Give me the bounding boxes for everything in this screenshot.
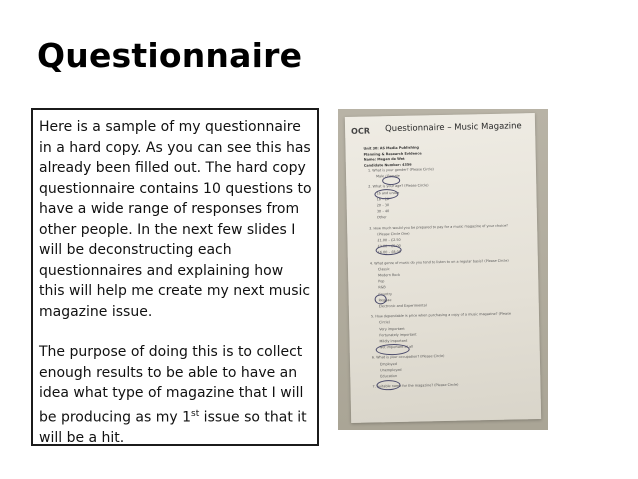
questionnaire-line: Pop [378,279,385,284]
questionnaire-line: 1. What is your gender? (Please Circle) [367,167,434,173]
questionnaire-line: Country [378,291,393,296]
questionnaire-line: £3.00 – £5.00 [377,244,401,249]
questionnaire-line: 7. Suitable name for the magazine? (Please Circle) [372,382,459,389]
questionnaire-line: 16 – 20 [376,196,390,202]
paragraph-purpose-text: The purpose of doing this is to collect enough results to be able to have an idea what type of magazine that I will be producing as my 1 [39,344,304,426]
questionnaire-line: 3. How much would you be prepared to pay for a music magazine of your choice? [369,223,508,231]
ocr-logo: OCR [351,126,371,136]
questionnaire-line: £1.00 – £2.50 [377,237,401,243]
questionnaire-line: Classic [377,266,390,272]
questionnaire-line: Male / Female [376,174,400,179]
questionnaire-photo [338,109,548,430]
questionnaire-line: Name: Megan de Wet [363,156,405,162]
questionnaire-line: 20 – 30 [376,203,390,208]
questionnaire-line: Reggae [378,297,392,303]
questionnaire-line: 30 – 40 [376,209,390,214]
questionnaire-line: Mildly important [379,338,408,344]
questionnaire-line: (Please Circle One) [377,231,410,237]
slide-title: Questionnaire [37,36,303,75]
answer-circle [376,380,400,391]
questionnaire-line: Very important [379,326,405,331]
paper-title: Questionnaire – Music Magazine [384,121,522,135]
questionnaire-line: 4. What genre of music do you tend to listen to on a regular basis? (Please Circle) [369,258,509,266]
questionnaire-line: Fortunately important [379,332,417,338]
questionnaire-line: Employed [379,361,397,366]
questionnaire-line: Unit 30: AS Media Publishing [363,145,419,151]
questionnaire-line: Modern Rock [378,272,401,278]
questionnaire-line: Education [380,373,398,379]
answer-circle [375,294,387,304]
answer-circle [376,344,410,356]
questionnaire-line: R&B [378,285,386,290]
questionnaire-paper [345,113,541,423]
questionnaire-line: Unemployed [380,367,402,373]
paragraph-intro: Here is a sample of my questionnaire in a hard copy. As you can see this has already been filled out. The hard copy questionnaire contains 10 questions to have a wide range of responses from other people. In the next few slides I will be deconstructing each questionnaires and explaining how this will help me create my next music magazine issue. [39,119,312,320]
questionnaire-line: 5. How dependable is price when purchasing a copy of a music magazine? (Please [370,311,511,319]
paragraph-purpose [39,342,313,448]
questionnaire-line: Planning & Research Evidence [363,150,422,157]
questionnaire-line: 16 and under [376,190,400,195]
questionnaire-line: Electronic and Experimental [378,303,427,309]
questionnaire-line: Other [376,215,387,220]
questionnaire-line: 2. What is your age? (Please Circle) [368,183,429,189]
questionnaire-line: Circle) [379,320,391,325]
questionnaire-line: £6.00 – £8.00 [377,250,401,255]
questionnaire-line: 6. What is your occupation? (Please Circle) [371,354,445,360]
paragraph-purpose-end: issue so that it will be a hit. [39,409,307,446]
ordinal-suffix: st [191,408,200,419]
answer-circle [374,189,398,200]
body-text-box [31,108,319,446]
questionnaire-line: Not important at all [379,344,413,350]
questionnaire-line: Candidate Number: 4356 [363,162,412,168]
